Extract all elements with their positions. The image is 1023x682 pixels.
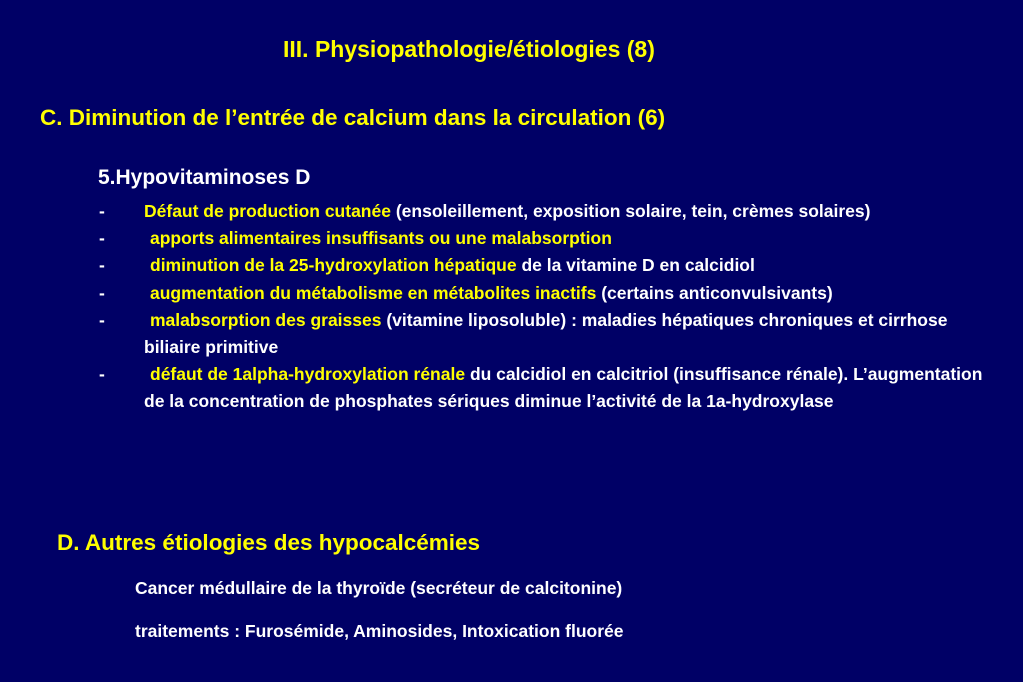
bullet-text: du calcidiol en calcitriol (insuffisance rénale). L’augmentation de la concentration de phosphates sériques diminue l’activité de la 1a-hydroxylase [144, 364, 983, 412]
bullet-item [98, 361, 998, 415]
bullet-highlight: apports alimentaires insuffisants ou une malabsorption [150, 228, 612, 249]
bullet-highlight: Défaut de production cutanée [144, 201, 391, 221]
bullet-text: (certains anticonvulsivants) [596, 282, 833, 303]
bullet-highlight: malabsorption des graisses [150, 309, 382, 330]
hypovitaminoses-heading: 5.Hypovitaminoses D [98, 166, 311, 189]
bullet-highlight: augmentation du métabolisme en métabolites inactifs [150, 282, 597, 303]
bullet-item [98, 280, 998, 307]
slide-title: III. Physiopathologie/étiologies (8) [283, 36, 655, 62]
bullet-item [98, 307, 998, 361]
section-d-heading: D. Autres étiologies des hypocalcémies [57, 530, 481, 555]
bullet-item [98, 225, 998, 252]
bullet-text: (ensoleillement, exposition solaire, tein, crèmes solaires) [390, 201, 871, 221]
bullet-highlight: défaut de 1alpha-hydroxylation rénale [150, 364, 466, 385]
bullet-highlight: diminution de la 25-hydroxylation hépatique [150, 255, 517, 276]
bullet-item [98, 198, 998, 225]
other-etiology-item: traitements : Furosémide, Aminosides, Intoxication fluorée [135, 621, 624, 641]
bullet-marker: - [99, 228, 105, 249]
bullet-text: (vitamine liposoluble) : maladies hépatiques chroniques et cirrhose biliaire primitive [144, 309, 948, 358]
other-etiology-item: Cancer médullaire de la thyroïde (secréteur de calcitonine) [135, 578, 623, 598]
bullet-marker: - [99, 364, 105, 385]
hypovitaminoses-bullet-list [98, 198, 998, 416]
bullet-marker: - [99, 282, 105, 303]
bullet-marker: - [99, 201, 105, 221]
bullet-text: de la vitamine D en calcidiol [516, 255, 755, 276]
section-c-heading: C. Diminution de l’entrée de calcium dans la circulation (6) [40, 105, 666, 130]
bullet-item [98, 252, 998, 279]
bullet-marker: - [99, 255, 105, 276]
bullet-marker: - [99, 309, 105, 330]
